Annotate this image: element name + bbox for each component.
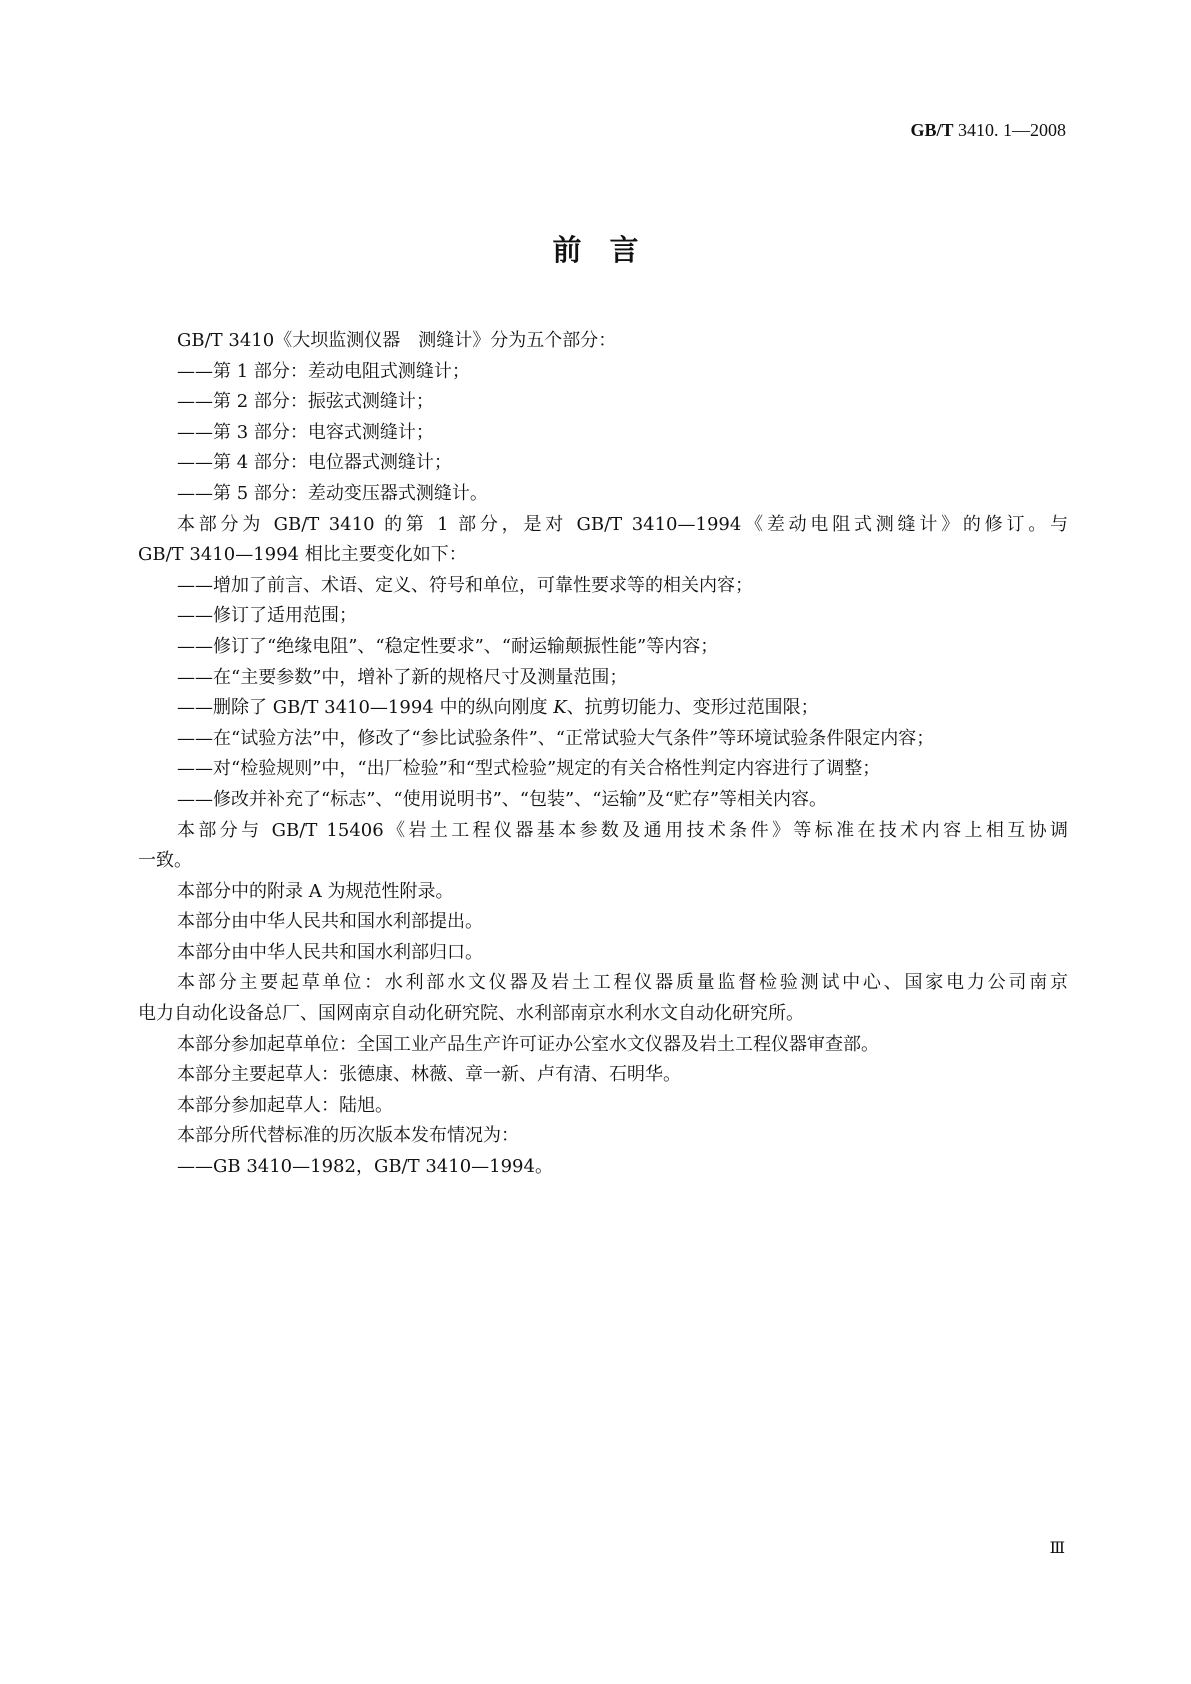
paragraph-centralized-by: 本部分由中华人民共和国水利部归口。 <box>177 941 483 963</box>
change-5-symbol: K <box>553 697 567 719</box>
list-item-change-8: ——修改并补充了“标志”、“使用说明书”、“包装”、“运输”及“贮存”等相关内容。 <box>177 788 828 810</box>
paragraph-proposed-by: 本部分由中华人民共和国水利部提出。 <box>177 911 483 933</box>
list-item-part-2: ——第 2 部分：振弦式测缝计； <box>177 391 434 413</box>
list-item-part-5: ——第 5 部分：差动变压器式测缝计。 <box>177 482 488 504</box>
list-item-change-1: ——增加了前言、术语、定义、符号和单位，可靠性要求等的相关内容； <box>177 574 753 596</box>
paragraph-participating-drafters: 本部分参加起草人：陆旭。 <box>177 1094 393 1116</box>
paragraph-revision-line-1: 本部分为 GB/T 3410 的第 1 部分，是对 GB/T 3410—1994《差动电阻式测缝计》的修订。与 <box>177 513 1068 535</box>
list-item-change-2: ——修订了适用范围； <box>177 605 357 627</box>
paragraph-drafting-units-line-1: 本部分主要起草单位：水利部水文仪器及岩土工程仪器质量监督检验测试中心、国家电力公司南京 <box>177 972 1068 994</box>
list-item-part-4: ——第 4 部分：电位器式测缝计； <box>177 452 452 474</box>
paragraph-coordination-line-1: 本部分与 GB/T 15406《岩土工程仪器基本参数及通用技术条件》等标准在技术内容上相互协调 <box>177 819 1068 841</box>
page-title: 前言 <box>552 233 667 267</box>
paragraph-parts-intro: GB/T 3410《大坝监测仪器 测缝计》分为五个部分： <box>177 330 617 351</box>
document-number-prefix: GB/T <box>910 120 954 140</box>
change-5-after: 、抗剪切能力、变形过范围限； <box>566 697 819 719</box>
change-5-before: ——删除了 GB/T 3410—1994 中的纵向刚度 <box>177 697 554 719</box>
paragraph-annex: 本部分中的附录 A 为规范性附录。 <box>177 880 454 902</box>
page-number: Ⅲ <box>1049 1540 1065 1557</box>
list-item-change-5 <box>138 693 1068 724</box>
paragraph-history-intro: 本部分所代替标准的历次版本发布情况为： <box>177 1125 519 1147</box>
list-item-change-3: ——修订了“绝缘电阻”、“稳定性要求”、“耐运输颠振性能”等内容； <box>177 635 719 657</box>
paragraph-coordination-line-2: 一致。 <box>138 850 192 872</box>
document-number <box>910 120 1066 141</box>
paragraph-drafting-units-line-2: 电力自动化设备总厂、国网南京自动化研究院、水利部南京水利水文自动化研究所。 <box>138 1003 804 1025</box>
list-item-change-6: ——在“试验方法”中，修改了“参比试验条件”、“正常试验大气条件”等环境试验条件限定内容； <box>177 727 935 749</box>
list-item-change-4: ——在“主要参数”中，增补了新的规格尺寸及测量范围； <box>177 666 628 688</box>
foreword-body <box>138 326 1068 1183</box>
list-item-part-1: ——第 1 部分：差动电阻式测缝计； <box>177 360 470 382</box>
paragraph-participating-units: 本部分参加起草单位：全国工业产品生产许可证办公室水文仪器及岩土工程仪器审查部。 <box>177 1033 879 1055</box>
document-number-value: 3410. 1—2008 <box>953 120 1066 140</box>
list-item-part-3: ——第 3 部分：电容式测缝计； <box>177 421 434 443</box>
list-item-change-7: ——对“检验规则”中，“出厂检验”和“型式检验”规定的有关合格性判定内容进行了调整； <box>177 758 881 780</box>
paragraph-revision-line-2: GB/T 3410—1994 相比主要变化如下： <box>138 544 467 566</box>
list-item-history: ——GB 3410—1982，GB/T 3410—1994。 <box>177 1156 553 1178</box>
paragraph-main-drafters: 本部分主要起草人：张德康、林薇、章一新、卢有清、石明华。 <box>177 1064 681 1086</box>
